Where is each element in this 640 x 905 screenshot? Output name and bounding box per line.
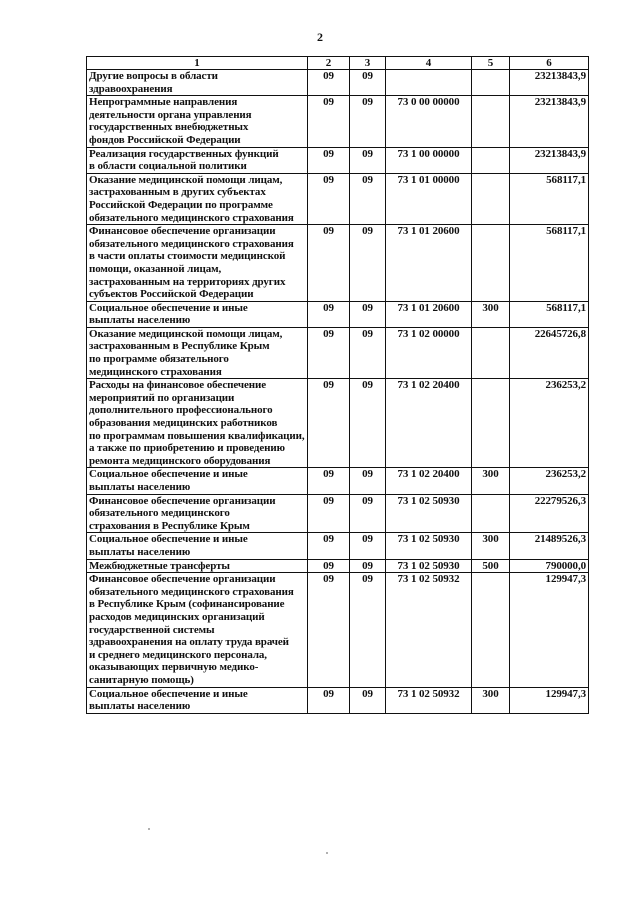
subsection-code: 09 xyxy=(350,301,386,327)
table-row xyxy=(87,96,589,147)
section-code: 09 xyxy=(308,573,350,687)
target-article-code: 73 1 02 20400 xyxy=(386,379,472,468)
subsection-code: 09 xyxy=(350,533,386,559)
row-name xyxy=(87,301,308,327)
row-name-line: оказывающих первичную медико- xyxy=(89,661,259,674)
subsection-code: 09 xyxy=(350,147,386,173)
row-name-line: Социальное обеспечение и иные xyxy=(89,533,248,546)
subsection-code: 09 xyxy=(350,559,386,573)
expense-type-code xyxy=(472,173,510,224)
row-name-line: ремонта медицинского оборудования xyxy=(89,454,271,467)
expense-type-code: 300 xyxy=(472,301,510,327)
table-row xyxy=(87,687,589,713)
expense-type-code: 300 xyxy=(472,468,510,494)
subsection-code: 09 xyxy=(350,379,386,468)
row-name-line: выплаты населению xyxy=(89,545,191,558)
section-code: 09 xyxy=(308,225,350,302)
scan-speck xyxy=(326,852,328,854)
table-row xyxy=(87,379,589,468)
table-row xyxy=(87,147,589,173)
row-name xyxy=(87,559,308,573)
section-code: 09 xyxy=(308,301,350,327)
row-name-line: застрахованным в Республике Крым xyxy=(89,340,270,353)
column-header: 4 xyxy=(386,57,472,70)
row-name-line: а также по приобретению и проведению xyxy=(89,442,285,455)
row-name-line: мероприятий по организации xyxy=(89,391,235,404)
row-name-line: Российской Федерации по программе xyxy=(89,198,273,211)
table-row xyxy=(87,70,589,96)
column-header: 3 xyxy=(350,57,386,70)
row-name-line: Финансовое обеспечение организации xyxy=(89,494,276,507)
section-code: 09 xyxy=(308,70,350,96)
expense-type-code xyxy=(472,379,510,468)
amount-value: 236253,2 xyxy=(510,379,589,468)
amount-value: 129947,3 xyxy=(510,573,589,687)
subsection-code: 09 xyxy=(350,96,386,147)
row-name-line: в Республике Крым (софинансирование xyxy=(89,598,285,611)
row-name xyxy=(87,468,308,494)
row-name-line: по программе обязательного xyxy=(89,353,229,366)
subsection-code: 09 xyxy=(350,70,386,96)
section-code: 09 xyxy=(308,173,350,224)
target-article-code: 73 1 02 50932 xyxy=(386,573,472,687)
row-name-line: расходов медицинских организаций xyxy=(89,610,265,623)
row-name xyxy=(87,225,308,302)
expense-type-code: 500 xyxy=(472,559,510,573)
column-header: 6 xyxy=(510,57,589,70)
target-article-code: 73 1 01 00000 xyxy=(386,173,472,224)
row-name-line: обязательного медицинского страхования xyxy=(89,237,294,250)
table-row xyxy=(87,301,589,327)
section-code: 09 xyxy=(308,327,350,378)
amount-value: 23213843,9 xyxy=(510,70,589,96)
target-article-code: 73 1 01 20600 xyxy=(386,301,472,327)
row-name-line: образования медицинских работников xyxy=(89,417,278,430)
amount-value: 22279526,3 xyxy=(510,494,589,533)
section-code: 09 xyxy=(308,147,350,173)
expense-type-code xyxy=(472,573,510,687)
row-name-line: субъектов Российской Федерации xyxy=(89,288,254,301)
target-article-code: 73 0 00 00000 xyxy=(386,96,472,147)
amount-value: 236253,2 xyxy=(510,468,589,494)
expense-type-code xyxy=(472,96,510,147)
column-header: 5 xyxy=(472,57,510,70)
row-name-line: государственной системы xyxy=(89,623,215,636)
row-name-line: выплаты населению xyxy=(89,481,191,493)
row-name-line: выплаты населению xyxy=(89,700,191,713)
row-name xyxy=(87,327,308,378)
table-row xyxy=(87,533,589,559)
subsection-code: 09 xyxy=(350,327,386,378)
table-row xyxy=(87,327,589,378)
amount-value: 568117,1 xyxy=(510,225,589,302)
row-name-line: деятельности органа управления xyxy=(89,108,252,121)
target-article-code: 73 1 01 20600 xyxy=(386,225,472,302)
section-code: 09 xyxy=(308,687,350,713)
row-name-line: и среднего медицинского персонала, xyxy=(89,648,267,661)
expense-type-code xyxy=(472,494,510,533)
amount-value: 22645726,8 xyxy=(510,327,589,378)
amount-value: 21489526,3 xyxy=(510,533,589,559)
target-article-code: 73 1 02 00000 xyxy=(386,327,472,378)
row-name-line: помощи, оказанной лицам, xyxy=(89,262,222,275)
budget-table xyxy=(86,56,589,714)
table-body xyxy=(87,70,589,714)
row-name-line: фондов Российской Федерации xyxy=(89,133,241,146)
row-name-line: выплаты населению xyxy=(89,314,191,327)
row-name-line: Расходы на финансовое обеспечение xyxy=(89,379,266,392)
section-code: 09 xyxy=(308,494,350,533)
row-name-line: по программам повышения квалификации, xyxy=(89,429,305,442)
section-code: 09 xyxy=(308,96,350,147)
row-name-line: застрахованным на территориях других xyxy=(89,275,286,288)
page-number: 2 xyxy=(317,30,323,44)
row-name xyxy=(87,70,308,96)
row-name-line: Финансовое обеспечение организации xyxy=(89,573,276,586)
row-name xyxy=(87,96,308,147)
row-name-line: Финансовое обеспечение организации xyxy=(89,225,276,238)
subsection-code: 09 xyxy=(350,173,386,224)
subsection-code: 09 xyxy=(350,225,386,302)
row-name-line: страхования в Республике Крым xyxy=(89,519,250,532)
subsection-code: 09 xyxy=(350,494,386,533)
row-name-line: санитарную помощь) xyxy=(89,673,194,686)
column-header: 1 xyxy=(87,57,308,70)
amount-value: 23213843,9 xyxy=(510,147,589,173)
row-name xyxy=(87,687,308,713)
row-name-line: обязательного медицинского страхования xyxy=(89,585,294,598)
target-article-code: 73 1 02 50932 xyxy=(386,687,472,713)
row-name xyxy=(87,379,308,468)
amount-value: 129947,3 xyxy=(510,687,589,713)
section-code: 09 xyxy=(308,559,350,573)
amount-value: 568117,1 xyxy=(510,301,589,327)
column-header: 2 xyxy=(308,57,350,70)
row-name-line: государственных внебюджетных xyxy=(89,121,249,134)
row-name-line: в части оплаты стоимости медицинской xyxy=(89,250,286,263)
subsection-code: 09 xyxy=(350,687,386,713)
row-name-line: Социальное обеспечение и иные xyxy=(89,301,248,314)
amount-value: 790000,0 xyxy=(510,559,589,573)
row-name-line: обязательного медицинского страхования xyxy=(89,211,294,224)
target-article-code: 73 1 02 50930 xyxy=(386,559,472,573)
header-row xyxy=(87,57,589,70)
row-name-line: здравоохранения xyxy=(89,82,173,95)
table-row xyxy=(87,468,589,494)
row-name-line: Непрограммные направления xyxy=(89,96,238,109)
row-name xyxy=(87,533,308,559)
scan-speck xyxy=(148,828,150,830)
section-code: 09 xyxy=(308,533,350,559)
row-name-line: медицинского страхования xyxy=(89,365,222,378)
row-name-line: застрахованным в других субъектах xyxy=(89,186,266,199)
target-article-code: 73 1 02 50930 xyxy=(386,533,472,559)
section-code: 09 xyxy=(308,379,350,468)
table-row xyxy=(87,225,589,302)
expense-type-code xyxy=(472,147,510,173)
expense-type-code xyxy=(472,70,510,96)
row-name-line: Оказание медицинской помощи лицам, xyxy=(89,327,283,340)
row-name-line: Социальное обеспечение и иные xyxy=(89,468,248,481)
row-name xyxy=(87,173,308,224)
target-article-code: 73 1 02 50930 xyxy=(386,494,472,533)
amount-value: 568117,1 xyxy=(510,173,589,224)
row-name-line: обязательного медицинского xyxy=(89,507,230,520)
target-article-code: 73 1 02 20400 xyxy=(386,468,472,494)
section-code: 09 xyxy=(308,468,350,494)
subsection-code: 09 xyxy=(350,573,386,687)
row-name-line: Социальное обеспечение и иные xyxy=(89,687,248,700)
row-name xyxy=(87,147,308,173)
expense-type-code xyxy=(472,327,510,378)
row-name-line: здравоохранения на оплату труда врачей xyxy=(89,636,289,649)
row-name-line: Реализация государственных функций xyxy=(89,147,279,160)
table-row xyxy=(87,559,589,573)
row-name-line: Оказание медицинской помощи лицам, xyxy=(89,173,283,186)
amount-value: 23213843,9 xyxy=(510,96,589,147)
row-name-line: Межбюджетные трансферты xyxy=(89,559,230,572)
row-name xyxy=(87,494,308,533)
expense-type-code xyxy=(472,225,510,302)
row-name-line: Другие вопросы в области xyxy=(89,70,218,82)
expense-type-code: 300 xyxy=(472,533,510,559)
target-article-code: 73 1 00 00000 xyxy=(386,147,472,173)
table-row xyxy=(87,494,589,533)
row-name-line: дополнительного профессионального xyxy=(89,404,273,417)
expense-type-code: 300 xyxy=(472,687,510,713)
row-name xyxy=(87,573,308,687)
table-row xyxy=(87,573,589,687)
table-row xyxy=(87,173,589,224)
target-article-code xyxy=(386,70,472,96)
row-name-line: в области социальной политики xyxy=(89,160,247,173)
subsection-code: 09 xyxy=(350,468,386,494)
